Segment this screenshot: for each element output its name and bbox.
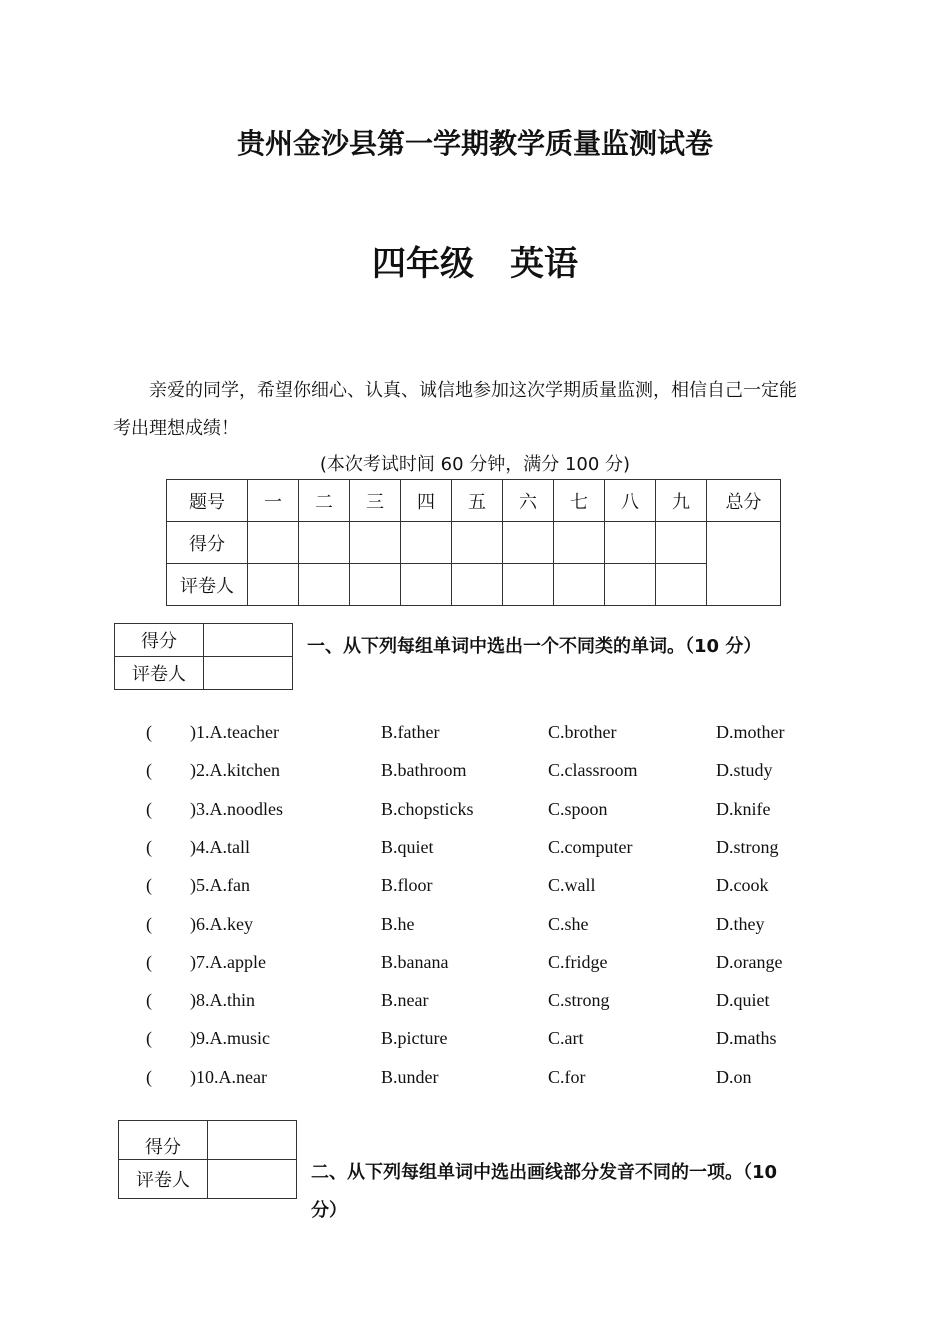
section2-title — [311, 1154, 777, 1230]
col-1: 一 — [248, 480, 299, 522]
section1-score-cell[interactable] — [204, 624, 293, 657]
option-a: )4.A.tall — [190, 836, 250, 857]
option-d: D.quiet — [716, 990, 770, 1011]
question-row — [0, 875, 950, 899]
total-score-cell[interactable] — [707, 522, 781, 606]
question-row — [0, 1028, 950, 1052]
option-a: )1.A.teacher — [190, 722, 279, 742]
answer-paren[interactable]: ( — [146, 990, 152, 1011]
option-d: D.strong — [716, 836, 779, 857]
section2-grader-cell[interactable] — [208, 1160, 297, 1199]
option-b: B.banana — [381, 951, 449, 972]
option-a: )8.A.thin — [190, 990, 255, 1011]
score-cell[interactable] — [605, 522, 656, 564]
question-row — [0, 952, 950, 976]
score-cell[interactable] — [656, 522, 707, 564]
score-row-label: 得分 — [167, 522, 248, 564]
score-table — [166, 479, 781, 606]
question-row — [0, 1067, 950, 1091]
option-b: B.under — [381, 1066, 439, 1087]
option-b: B.he — [381, 913, 415, 934]
answer-paren[interactable]: ( — [146, 798, 152, 819]
option-d: D.on — [716, 1066, 752, 1087]
grade-label: 四年级 — [372, 244, 474, 284]
option-d: D.maths — [716, 1028, 777, 1049]
score-cell[interactable] — [350, 522, 401, 564]
option-c: C.classroom — [548, 760, 638, 781]
section2-score-label: 得分 — [119, 1121, 208, 1160]
header-label-cell: 题号 — [167, 480, 248, 522]
answer-paren[interactable]: ( — [146, 913, 152, 934]
option-a: )7.A.apple — [190, 951, 266, 972]
grader-cell[interactable] — [248, 564, 299, 606]
section1-score-box — [114, 623, 293, 690]
question-row — [0, 799, 950, 823]
subject-label: 英语 — [510, 244, 578, 284]
col-8: 八 — [605, 480, 656, 522]
grader-row — [167, 564, 781, 606]
option-b: B.picture — [381, 1028, 448, 1049]
question-row — [0, 990, 950, 1014]
score-cell[interactable] — [503, 522, 554, 564]
option-a: )10.A.near — [190, 1066, 267, 1087]
section2-grader-label: 评卷人 — [119, 1160, 208, 1199]
grader-cell[interactable] — [401, 564, 452, 606]
section1-grader-label: 评卷人 — [115, 657, 204, 690]
answer-paren[interactable]: ( — [146, 951, 152, 972]
option-c: C.for — [548, 1066, 586, 1087]
option-d: D.knife — [716, 798, 771, 819]
question-row — [0, 760, 950, 784]
intro-line-2: 考出理想成绩！ — [113, 418, 239, 439]
exam-title: 贵州金沙县第一学期教学质量监测试卷 — [236, 127, 713, 160]
question-row — [0, 914, 950, 938]
answer-paren[interactable]: ( — [146, 1066, 152, 1087]
col-total: 总分 — [707, 480, 781, 522]
col-6: 六 — [503, 480, 554, 522]
grader-cell[interactable] — [656, 564, 707, 606]
option-d: D.they — [716, 913, 765, 934]
question-row — [0, 722, 950, 746]
option-b: B.floor — [381, 875, 433, 896]
score-row — [167, 522, 781, 564]
option-c: C.brother — [548, 722, 617, 742]
option-d: D.mother — [716, 722, 785, 742]
option-b: B.bathroom — [381, 760, 467, 781]
option-b: B.father — [381, 722, 440, 742]
option-a: )3.A.noodles — [190, 798, 283, 819]
score-cell[interactable] — [401, 522, 452, 564]
col-9: 九 — [656, 480, 707, 522]
col-2: 二 — [299, 480, 350, 522]
score-table-header-row — [167, 480, 781, 522]
grader-cell[interactable] — [452, 564, 503, 606]
option-c: C.art — [548, 1028, 584, 1049]
option-d: D.orange — [716, 951, 783, 972]
col-7: 七 — [554, 480, 605, 522]
grader-row-label: 评卷人 — [167, 564, 248, 606]
option-a: )9.A.music — [190, 1028, 270, 1049]
option-a: )6.A.key — [190, 913, 253, 934]
answer-paren[interactable]: ( — [146, 722, 152, 742]
option-d: D.cook — [716, 875, 769, 896]
section2-title-line1: 二、从下列每组单词中选出画线部分发音不同的一项。（10 — [311, 1162, 778, 1183]
score-cell[interactable] — [248, 522, 299, 564]
option-a: )5.A.fan — [190, 875, 250, 896]
option-c: C.spoon — [548, 798, 608, 819]
answer-paren[interactable]: ( — [146, 760, 152, 781]
col-5: 五 — [452, 480, 503, 522]
score-cell[interactable] — [452, 522, 503, 564]
question-row — [0, 837, 950, 861]
section2-score-cell[interactable] — [208, 1121, 297, 1160]
grader-cell[interactable] — [299, 564, 350, 606]
grader-cell[interactable] — [503, 564, 554, 606]
option-b: B.near — [381, 990, 429, 1011]
option-c: C.strong — [548, 990, 610, 1011]
option-a: )2.A.kitchen — [190, 760, 280, 781]
option-d: D.study — [716, 760, 773, 781]
answer-paren[interactable]: ( — [146, 875, 152, 896]
answer-paren[interactable]: ( — [146, 1028, 152, 1049]
answer-paren[interactable]: ( — [146, 836, 152, 857]
grade-subject — [0, 236, 950, 285]
col-3: 三 — [350, 480, 401, 522]
intro-line-1: 亲爱的同学，希望你细心、认真、诚信地参加这次学期质量监测，相信自己一定能 — [149, 380, 797, 401]
option-c: C.computer — [548, 836, 633, 857]
intro-text — [113, 372, 843, 448]
grader-cell[interactable] — [605, 564, 656, 606]
score-cell[interactable] — [554, 522, 605, 564]
section1-score-label: 得分 — [115, 624, 204, 657]
option-c: C.wall — [548, 875, 596, 896]
exam-note: (本次考试时间 60 分钟，满分 100 分) — [319, 454, 631, 475]
section2-score-box — [118, 1120, 297, 1199]
col-4: 四 — [401, 480, 452, 522]
option-c: C.fridge — [548, 951, 608, 972]
section2-title-line2: 分） — [311, 1200, 347, 1221]
grader-cell[interactable] — [350, 564, 401, 606]
score-cell[interactable] — [299, 522, 350, 564]
section1-title: 一、从下列每组单词中选出一个不同类的单词。（10 分） — [307, 636, 762, 657]
section1-grader-cell[interactable] — [204, 657, 293, 690]
option-b: B.chopsticks — [381, 798, 474, 819]
option-c: C.she — [548, 913, 589, 934]
grader-cell[interactable] — [554, 564, 605, 606]
option-b: B.quiet — [381, 836, 434, 857]
